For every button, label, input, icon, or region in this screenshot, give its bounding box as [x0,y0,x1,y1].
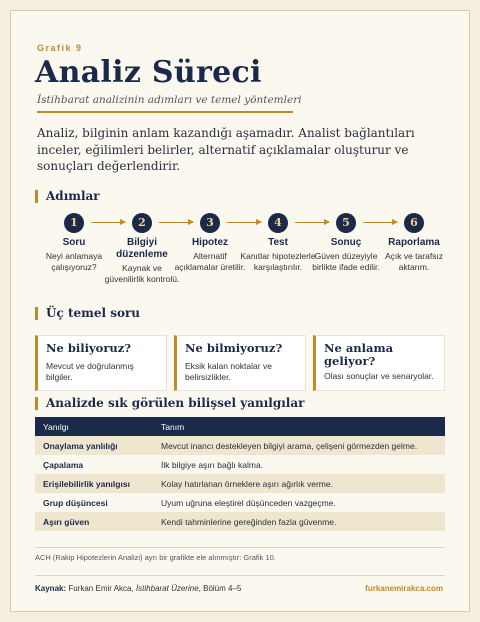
step-number: 6 [404,213,424,233]
website-link[interactable]: furkanemirakca.com [365,584,443,593]
step-title: Sonuç [330,237,362,248]
card-desc: Mevcut ve doğrulanmış bilgiler. [46,361,134,382]
question-card-2 [174,335,306,391]
step-desc: Neyi anlamaya çalışıyoruz? [45,251,103,272]
step-title: Test [268,237,288,248]
figure-label: Grafik 9 [37,43,83,53]
intro-paragraph: Analiz, bilginin anlam kazandığı aşamadır. Analist bağlantıları inceler, eğilimleri belirler, alternatif açıklamalar oluşturur ve sonuçları değerlendirir. [37,126,415,173]
page [10,10,470,612]
bias-definition: Mevcut inancı destekleyen bilgiyi arama, çelişeni görmezden gelme. [153,436,445,455]
step-desc: Güven düzeyiyle birlikte ifade edilir. [312,251,380,272]
card-title: Ne bilmiyoruz? [185,341,283,355]
step-title: Raporlama [388,237,440,248]
step-5 [307,211,385,273]
step-1 [35,211,113,273]
card-title: Ne anlama geliyor? [324,341,394,368]
table-row [35,493,445,512]
bias-name: Erişilebilirlik yanılgısı [35,474,153,493]
note-divider [35,547,445,548]
step-title: Hipotez [191,237,229,248]
bias-definition: İlk bilgiye aşırı bağlı kalma. [153,455,445,474]
title-rule [37,111,293,113]
step-4 [239,211,317,273]
source-chapter: , Bölüm 4–5 [198,584,242,593]
bias-definition: Uyum uğruna eleştirel düşünceden vazgeçme. [153,493,445,512]
steps-flow [35,211,447,303]
source-book: İstihbarat Üzerine [135,584,199,593]
table-header-row [35,417,445,436]
page-title: Analiz Süreci [35,55,262,90]
bias-name: Onaylama yanlılığı [35,436,153,455]
table-row [35,474,445,493]
source-citation [35,584,241,593]
step-6 [375,211,453,273]
question-card-3 [313,335,445,391]
step-number: 1 [64,213,84,233]
step-desc: Kaynak ve güvenilirlik kontrolü. [104,263,180,284]
questions-heading: Üç temel soru [35,307,140,320]
step-number: 5 [336,213,356,233]
column-header: Tanım [153,417,445,436]
step-desc: Açık ve tarafsız aktarım. [384,251,444,272]
step-title: Soru [62,237,86,248]
bias-definition: Kendi tahminlerine gereğinden fazla güvenme. [153,512,445,531]
bias-name: Çapalama [35,455,153,474]
card-desc: Olası sonuçlar ve senaryolar. [324,371,434,381]
page-subtitle: İstihbarat analizinin adımları ve temel yöntemleri [37,94,302,106]
card-desc: Eksik kalan noktalar ve belirsizlikler. [185,361,272,382]
bias-name: Grup düşüncesi [35,493,153,512]
column-header: Yanılgı [35,417,153,436]
card-title: Ne biliyoruz? [46,341,132,355]
biases-heading: Analizde sık görülen bilişsel yanılgılar [35,397,304,410]
step-number: 3 [200,213,220,233]
steps-heading: Adımlar [35,190,100,203]
table-row [35,512,445,531]
footnote: ACH (Rakip Hipotezlerin Analizi) ayrı bir grafikte ele alınmıştır: Grafik 10. [35,553,276,562]
table-row [35,436,445,455]
step-number: 2 [132,213,152,233]
question-card-1 [35,335,167,391]
question-cards [35,335,445,391]
table-row [35,455,445,474]
step-desc: Alternatif açıklamalar üretilir. [174,251,246,272]
source-author: Furkan Emir Akca, [68,584,134,593]
biases-table [35,417,445,531]
bias-definition: Kolay hatırlanan örneklere aşırı ağırlık verme. [153,474,445,493]
step-desc: Kanıtlar hipotezlerle karşılaştırılır. [240,251,316,272]
step-number: 4 [268,213,288,233]
step-3 [171,211,249,273]
footer-divider [35,575,445,576]
source-label: Kaynak: [35,584,67,593]
step-title: Bilgiyi düzenleme [116,237,168,260]
bias-name: Aşırı güven [35,512,153,531]
